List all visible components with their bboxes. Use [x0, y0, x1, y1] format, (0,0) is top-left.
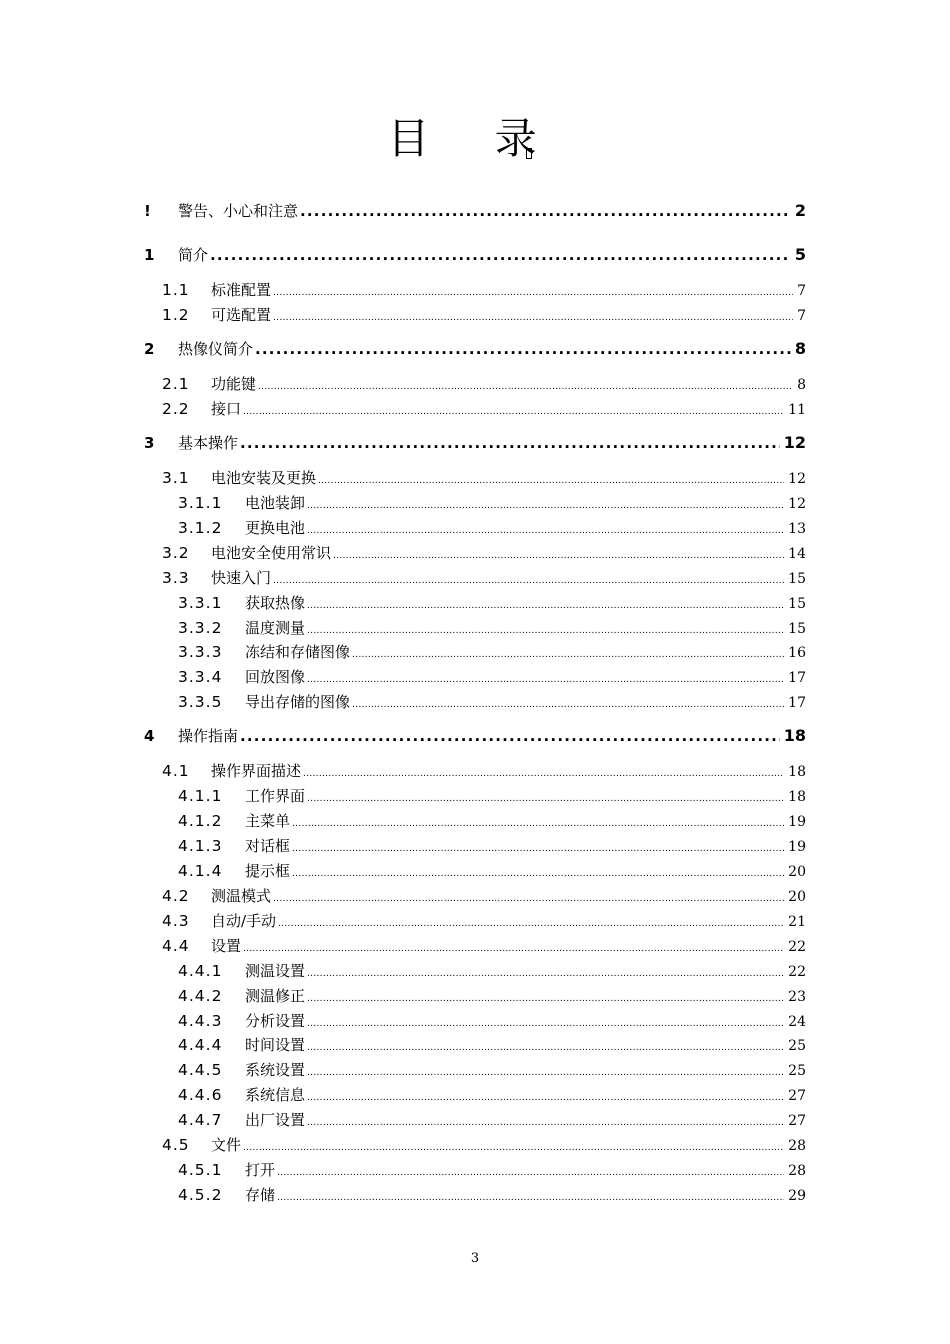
toc-leader-dots	[258, 382, 793, 392]
toc-entry-page: 17	[788, 695, 806, 711]
toc-leader-dots	[307, 969, 784, 979]
toc-entry-number: 4	[144, 727, 155, 745]
toc-entry-page: 15	[788, 571, 806, 587]
toc-entry-title: 时间设置	[245, 1036, 306, 1054]
placeholder-glyph-icon	[526, 148, 532, 159]
toc-leader-dots	[277, 1168, 784, 1178]
toc-entry-number: 3	[144, 434, 155, 452]
toc-leader-dots	[243, 944, 784, 954]
toc-entry-number: 4.4.3	[178, 1012, 223, 1030]
toc-entry[interactable]	[178, 1059, 806, 1080]
toc-entry[interactable]	[178, 860, 806, 881]
toc-entry-page: 5	[794, 245, 806, 264]
toc-entry-page: 29	[788, 1188, 806, 1204]
toc-entry[interactable]	[162, 279, 806, 300]
toc-entry-page: 12	[788, 496, 806, 512]
toc-entry-page: 2	[794, 201, 806, 220]
toc-leader-dots	[307, 1093, 784, 1103]
toc-leader-dots	[292, 819, 784, 829]
toc-leader-dots	[277, 1193, 784, 1203]
toc-entry-title: 存储	[245, 1186, 276, 1204]
toc-entry-number: !	[144, 202, 151, 220]
toc-entry[interactable]	[178, 666, 806, 687]
toc-entry-title: 简介	[178, 246, 209, 264]
toc-entry[interactable]	[162, 760, 806, 781]
toc-entry[interactable]	[144, 244, 806, 265]
toc-entry-number: 4.4.6	[178, 1086, 223, 1104]
toc-entry[interactable]	[162, 1134, 806, 1155]
toc-entry-page: 8	[797, 377, 806, 393]
toc-entry-title: 冻结和存储图像	[245, 643, 351, 661]
toc-entry[interactable]	[178, 617, 806, 638]
toc-entry-number: 3.3.4	[178, 668, 223, 686]
toc-leader-dots	[303, 769, 784, 779]
toc-entry[interactable]	[178, 835, 806, 856]
toc-entry-number: 2.2	[162, 400, 190, 418]
toc-entry-number: 4.1.3	[178, 837, 223, 855]
toc-leader-dots	[307, 675, 784, 685]
toc-entry-title: 操作指南	[178, 727, 239, 745]
toc-entry-title: 功能键	[211, 375, 257, 393]
toc-entry-title: 获取热像	[245, 594, 306, 612]
toc-entry[interactable]	[162, 910, 806, 931]
toc-entry[interactable]	[162, 935, 806, 956]
toc-entry-number: 3.3.1	[178, 594, 223, 612]
toc-entry-page: 12	[783, 433, 806, 452]
toc-entry[interactable]	[178, 960, 806, 981]
toc-entry[interactable]	[178, 641, 806, 662]
toc-entry-title: 工作界面	[245, 787, 306, 805]
toc-entry-title: 电池装卸	[245, 494, 306, 512]
toc-entry-page: 27	[788, 1113, 806, 1129]
toc-leader-dots	[307, 1043, 784, 1053]
toc-entry[interactable]	[162, 373, 806, 394]
toc-entry-title: 更换电池	[245, 519, 306, 537]
toc-entry-number: 4.4.1	[178, 962, 223, 980]
toc-entry-number: 4.2	[162, 887, 190, 905]
toc-entry[interactable]	[144, 725, 806, 746]
toc-entry-number: 4.1.1	[178, 787, 223, 805]
toc-entry-number: 1	[144, 246, 155, 264]
toc-leader-dots	[273, 576, 784, 586]
toc-entry[interactable]	[178, 785, 806, 806]
toc-entry[interactable]	[178, 1109, 806, 1130]
toc-leader-dots	[318, 476, 784, 486]
toc-entry-number: 3.1.1	[178, 494, 223, 512]
toc-entry[interactable]	[178, 1184, 806, 1205]
toc-entry-title: 设置	[211, 937, 242, 955]
toc-entry[interactable]	[144, 432, 806, 453]
toc-entry-page: 19	[788, 839, 806, 855]
toc-entry-page: 28	[788, 1163, 806, 1179]
toc-entry[interactable]	[178, 1034, 806, 1055]
toc-entry-title: 出厂设置	[245, 1111, 306, 1129]
toc-entry-title: 测温设置	[245, 962, 306, 980]
toc-entry[interactable]	[144, 200, 806, 221]
toc-entry-number: 3.3	[162, 569, 190, 587]
page-number: 3	[470, 1251, 480, 1266]
toc-entry-page: 8	[794, 339, 806, 358]
toc-entry-number: 2.1	[162, 375, 190, 393]
toc-entry-title: 标准配置	[211, 281, 272, 299]
toc-entry-page: 19	[788, 814, 806, 830]
toc-leader-dots	[307, 526, 784, 536]
toc-leader-dots	[307, 501, 784, 511]
toc-entry-title: 导出存储的图像	[245, 693, 351, 711]
toc-entry-number: 4.4.7	[178, 1111, 223, 1129]
toc-leader-dots	[255, 340, 791, 358]
toc-entry[interactable]	[162, 542, 806, 563]
toc-leader-dots	[273, 288, 793, 298]
toc-entry[interactable]	[178, 1010, 806, 1031]
toc-entry[interactable]	[162, 398, 806, 419]
toc-entry-title: 测温修正	[245, 987, 306, 1005]
toc-leader-dots	[292, 844, 784, 854]
toc-entry-title: 温度测量	[245, 619, 306, 637]
toc-entry-number: 1.2	[162, 306, 190, 324]
toc-leader-dots	[210, 246, 791, 264]
toc-entry-number: 1.1	[162, 281, 190, 299]
toc-entry-number: 3.3.3	[178, 643, 223, 661]
toc-entry-title: 电池安装及更换	[211, 469, 317, 487]
toc-entry-title: 操作界面描述	[211, 762, 302, 780]
toc-leader-dots	[307, 994, 784, 1004]
toc-leader-dots	[307, 601, 784, 611]
toc-entry-number: 4.5.1	[178, 1161, 223, 1179]
toc-entry-title: 电池安全使用常识	[211, 544, 332, 562]
toc-entry-title: 系统设置	[245, 1061, 306, 1079]
toc-entry-number: 4.5	[162, 1136, 190, 1154]
toc-entry-page: 16	[788, 645, 806, 661]
toc-entry-page: 12	[788, 471, 806, 487]
toc-leader-dots	[243, 1143, 784, 1153]
toc-entry-page: 27	[788, 1088, 806, 1104]
toc-entry-title: 热像仪简介	[178, 340, 254, 358]
toc-entry[interactable]	[178, 985, 806, 1006]
toc-entry[interactable]	[178, 691, 806, 712]
toc-entry[interactable]	[162, 885, 806, 906]
toc-entry-title: 接口	[211, 400, 242, 418]
toc-entry-title: 自动/手动	[211, 912, 277, 930]
toc-entry[interactable]	[178, 517, 806, 538]
toc-leader-dots	[307, 626, 784, 636]
toc-entry-page: 22	[788, 939, 806, 955]
toc-entry-number: 4.4.2	[178, 987, 223, 1005]
toc-entry[interactable]	[178, 492, 806, 513]
toc-entry-page: 11	[788, 402, 806, 418]
toc-entry-title: 打开	[245, 1161, 276, 1179]
toc-leader-dots	[307, 794, 784, 804]
toc-leader-dots	[240, 434, 780, 452]
toc-leader-dots	[307, 1019, 784, 1029]
toc-entry[interactable]	[178, 810, 806, 831]
toc-entry-number: 3.1	[162, 469, 190, 487]
toc-entry-number: 4.1.4	[178, 862, 223, 880]
toc-entry-title: 分析设置	[245, 1012, 306, 1030]
toc-leader-dots	[292, 869, 784, 879]
toc-entry-page: 13	[788, 521, 806, 537]
toc-entry[interactable]	[162, 304, 806, 325]
toc-entry-page: 14	[788, 546, 806, 562]
toc-leader-dots	[352, 650, 784, 660]
toc-entry-page: 25	[788, 1063, 806, 1079]
toc-entry-title: 主菜单	[245, 812, 291, 830]
toc-entry-number: 2	[144, 340, 155, 358]
toc-entry-number: 4.4.5	[178, 1061, 223, 1079]
page-title: 目 录	[387, 114, 563, 163]
toc-entry-page: 18	[788, 789, 806, 805]
toc-entry[interactable]	[162, 567, 806, 588]
toc-entry-page: 22	[788, 964, 806, 980]
toc-leader-dots	[307, 1118, 784, 1128]
toc-entry-page: 20	[788, 889, 806, 905]
toc-entry-page: 7	[797, 308, 806, 324]
toc-entry-number: 4.3	[162, 912, 190, 930]
toc-leader-dots	[333, 551, 784, 561]
toc-entry-title: 测温模式	[211, 887, 272, 905]
toc-entry-number: 4.4.4	[178, 1036, 223, 1054]
toc-entry-title: 基本操作	[178, 434, 239, 452]
toc-entry[interactable]	[162, 467, 806, 488]
toc-leader-dots	[300, 202, 791, 220]
toc-entry-number: 3.2	[162, 544, 190, 562]
toc-entry-number: 3.3.5	[178, 693, 223, 711]
toc-entry[interactable]	[178, 592, 806, 613]
toc-entry-title: 对话框	[245, 837, 291, 855]
toc-entry-title: 系统信息	[245, 1086, 306, 1104]
toc-entry-page: 21	[788, 914, 806, 930]
toc-entry-page: 15	[788, 596, 806, 612]
toc-leader-dots	[307, 1068, 784, 1078]
toc-entry-page: 24	[788, 1014, 806, 1030]
toc-entry-title: 文件	[211, 1136, 242, 1154]
toc-leader-dots	[240, 727, 780, 745]
toc-leader-dots	[278, 919, 784, 929]
toc-entry-page: 18	[783, 726, 806, 745]
toc-entry-page: 18	[788, 764, 806, 780]
toc-entry-number: 4.1.2	[178, 812, 223, 830]
toc-entry-page: 15	[788, 621, 806, 637]
toc-entry[interactable]	[178, 1159, 806, 1180]
toc-entry-number: 4.4	[162, 937, 190, 955]
toc-entry-page: 20	[788, 864, 806, 880]
toc-entry-title: 提示框	[245, 862, 291, 880]
toc-entry-page: 17	[788, 670, 806, 686]
toc-leader-dots	[273, 894, 784, 904]
toc-entry-page: 7	[797, 283, 806, 299]
toc-entry-title: 警告、小心和注意	[178, 202, 299, 220]
toc-entry[interactable]	[178, 1084, 806, 1105]
toc-entry-number: 4.1	[162, 762, 190, 780]
toc-entry-number: 4.5.2	[178, 1186, 223, 1204]
toc-leader-dots	[352, 700, 784, 710]
toc-entry[interactable]	[144, 338, 806, 359]
toc-leader-dots	[273, 313, 793, 323]
toc-entry-page: 28	[788, 1138, 806, 1154]
toc-entry-number: 3.3.2	[178, 619, 223, 637]
toc-entry-title: 回放图像	[245, 668, 306, 686]
toc-leader-dots	[243, 407, 784, 417]
toc-entry-title: 可选配置	[211, 306, 272, 324]
toc-entry-title: 快速入门	[211, 569, 272, 587]
toc-entry-page: 25	[788, 1038, 806, 1054]
toc-entry-number: 3.1.2	[178, 519, 223, 537]
toc-entry-page: 23	[788, 989, 806, 1005]
